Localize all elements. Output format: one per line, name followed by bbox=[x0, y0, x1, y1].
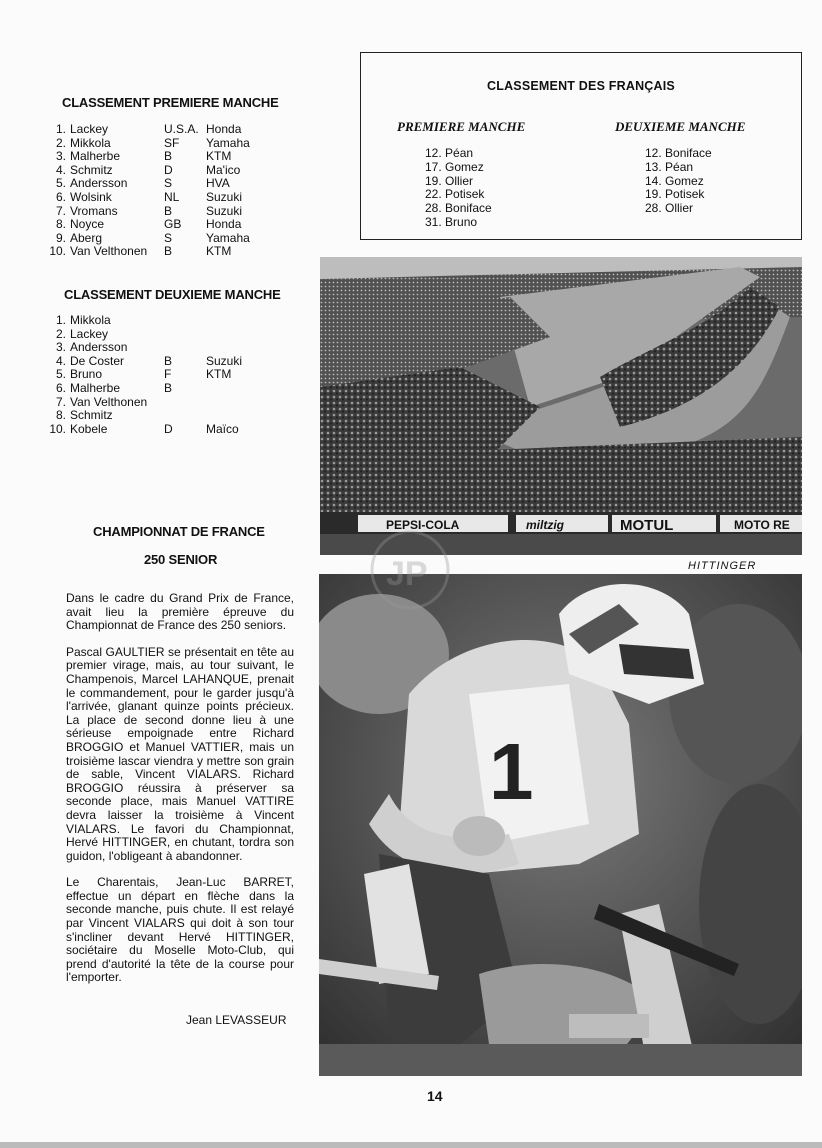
french-rider-entry: 28. Boniface bbox=[425, 201, 492, 216]
col2-heading: DEUXIEME MANCHE bbox=[615, 119, 746, 134]
banner-miltzig: miltzig bbox=[526, 518, 564, 532]
result-make: Ma'ico bbox=[206, 162, 241, 177]
stadium-crowd-photo bbox=[320, 257, 802, 555]
result-pos: 6. bbox=[55, 380, 66, 395]
result-row bbox=[46, 205, 250, 219]
second-race-results bbox=[46, 314, 242, 436]
result-country bbox=[164, 328, 206, 342]
french-rider-entry: 12. Boniface bbox=[645, 146, 712, 160]
page-bottom-edge bbox=[0, 1142, 822, 1148]
result-row bbox=[46, 396, 242, 410]
result-country: U.S.A. bbox=[164, 122, 199, 136]
svg-text:JP: JP bbox=[386, 555, 428, 593]
result-pos: 7. bbox=[55, 394, 66, 409]
result-country: NL bbox=[164, 189, 180, 204]
jp-watermark-logo bbox=[350, 525, 470, 615]
result-name: Mikkola bbox=[70, 135, 111, 150]
col2-list bbox=[645, 147, 712, 216]
result-country bbox=[164, 341, 206, 355]
result-pos: 8. bbox=[55, 217, 66, 232]
article-body bbox=[66, 592, 294, 998]
result-row bbox=[46, 191, 250, 205]
result-make: Suzuki bbox=[206, 353, 243, 368]
article-author: Jean LEVASSEUR bbox=[186, 1013, 287, 1027]
result-row bbox=[46, 423, 242, 437]
result-row bbox=[46, 150, 250, 164]
result-name: Andersson bbox=[70, 340, 128, 355]
french-rider-entry: 31. Bruno bbox=[425, 214, 478, 229]
result-pos: 2. bbox=[55, 135, 66, 150]
result-make: Suzuki bbox=[206, 203, 243, 218]
result-make: KTM bbox=[206, 149, 232, 164]
result-pos: 4. bbox=[55, 162, 66, 177]
result-name: Noyce bbox=[70, 217, 105, 232]
article-paragraph-3: Le Charentais, Jean-Luc BARRET, effectue un départ en flèche dans la seconde manche, puis chute. Il est relayé par Vincent VIALARS qui doit à son tour s'incliner devant Hervé HITTINGER, sociétaire du Moselle Moto-Club, qui prend d'autorité la tête de la course pour l'emporter. bbox=[66, 875, 294, 985]
result-pos: 5. bbox=[55, 367, 66, 382]
result-row bbox=[46, 328, 242, 342]
result-row bbox=[46, 137, 250, 151]
result-country: B bbox=[164, 203, 173, 218]
result-row bbox=[46, 164, 250, 178]
french-rider-entry: 14. Gomez bbox=[645, 173, 704, 188]
result-pos: 2. bbox=[55, 326, 66, 341]
result-pos: 3. bbox=[55, 149, 66, 164]
banner-motul: MOTUL bbox=[620, 517, 674, 534]
result-country: B bbox=[164, 244, 173, 259]
result-row bbox=[46, 232, 250, 246]
result-make: Honda bbox=[206, 122, 242, 136]
result-name: Aberg bbox=[70, 230, 103, 245]
french-rider-entry: 19. Potisek bbox=[645, 187, 705, 202]
result-name: Schmitz bbox=[70, 408, 113, 423]
result-row bbox=[46, 245, 250, 259]
col1-list bbox=[425, 147, 492, 230]
result-country bbox=[164, 314, 206, 328]
result-make: KTM bbox=[206, 244, 232, 259]
result-name: Van Velthonen bbox=[70, 244, 148, 259]
result-name: Mikkola bbox=[70, 313, 111, 327]
second-race-heading: CLASSEMENT DEUXIEME MANCHE bbox=[64, 287, 281, 302]
result-country: SF bbox=[164, 135, 180, 150]
article-paragraph-1: Dans le cadre du Grand Prix de France, avait lieu la première épreuve du Championnat de France des 250 seniors. bbox=[66, 591, 294, 633]
result-country bbox=[164, 396, 206, 410]
result-make: Yamaha bbox=[206, 135, 250, 150]
result-make: KTM bbox=[206, 367, 232, 382]
result-row bbox=[46, 341, 242, 355]
result-pos: 3. bbox=[55, 340, 66, 355]
result-row bbox=[46, 355, 242, 369]
banner-moto-re: MOTO RE bbox=[734, 518, 790, 532]
banner-pepsi: PEPSI-COLA bbox=[386, 518, 460, 532]
result-name: Lackey bbox=[70, 326, 109, 341]
result-country: S bbox=[164, 230, 173, 245]
result-name: Malherbe bbox=[70, 149, 121, 164]
result-row bbox=[46, 368, 242, 382]
result-country: S bbox=[164, 176, 173, 191]
box-title: CLASSEMENT DES FRANÇAIS bbox=[487, 79, 675, 93]
result-country: B bbox=[164, 353, 173, 368]
result-row bbox=[46, 123, 250, 137]
result-country: GB bbox=[164, 217, 182, 232]
result-name: De Coster bbox=[70, 353, 125, 368]
result-country: F bbox=[164, 367, 172, 382]
result-pos: 10. bbox=[49, 244, 66, 259]
result-pos: 7. bbox=[55, 203, 66, 218]
result-make: HVA bbox=[206, 176, 230, 191]
motocross-rider-photo bbox=[319, 574, 802, 1076]
result-make: Honda bbox=[206, 217, 242, 232]
french-rider-entry: 28. Ollier bbox=[645, 201, 694, 216]
result-pos: 1. bbox=[55, 313, 66, 327]
result-country: B bbox=[164, 149, 173, 164]
result-make: Yamaha bbox=[206, 230, 250, 245]
page-number: 14 bbox=[427, 1088, 443, 1104]
article-paragraph-2: Pascal GAULTIER se présentait en tête au premier virage, mais, au tour suivant, le Champenois, Marcel LAHANQUE, prenait le commandement, pour le garder jusqu'à l'arrivée, glanant quinze points précieux. La place de second donne lieu à une sérieuse empoignade entre Richard BROGGIO et Manuel VATTIER, mais un troisième lascar viendra y mettre son grain de sable, Vincent VIALARS. Richard BROGGIO réussira à préserver sa seconde place, mais Manuel VATTIRE devra laisser la troisième à Vincent VIALARS. Le favori du Championnat, Hervé HITTINGER, en chutant, tordra son guidon, l'obligeant à abandonner. bbox=[66, 644, 294, 863]
result-pos: 10. bbox=[49, 421, 66, 436]
article-heading-2: 250 SENIOR bbox=[144, 552, 218, 567]
col1-heading: PREMIERE MANCHE bbox=[397, 119, 526, 134]
result-make: Suzuki bbox=[206, 189, 243, 204]
result-row bbox=[46, 218, 250, 232]
first-race-heading: CLASSEMENT PREMIERE MANCHE bbox=[62, 95, 279, 110]
french-rider-entry: 19. Ollier bbox=[425, 173, 474, 188]
result-name: Andersson bbox=[70, 176, 128, 191]
result-country: D bbox=[164, 162, 173, 177]
first-race-results bbox=[46, 123, 250, 259]
result-pos: 4. bbox=[55, 353, 66, 368]
result-pos: 9. bbox=[55, 230, 66, 245]
french-classification-box bbox=[360, 52, 802, 240]
result-row bbox=[46, 314, 242, 328]
french-rider-entry: 13. Péan bbox=[645, 159, 694, 174]
result-name: Bruno bbox=[70, 367, 103, 382]
french-rider-entry: 17. Gomez bbox=[425, 159, 484, 174]
french-rider-entry: 12. Péan bbox=[425, 146, 474, 160]
result-make: Maïco bbox=[206, 421, 239, 436]
svg-text:1: 1 bbox=[489, 727, 534, 816]
result-pos: 8. bbox=[55, 408, 66, 423]
result-country: B bbox=[164, 380, 173, 395]
photo-credit: HITTINGER bbox=[688, 560, 757, 572]
result-name: Van Velthonen bbox=[70, 394, 148, 409]
result-pos: 5. bbox=[55, 176, 66, 191]
result-pos: 6. bbox=[55, 189, 66, 204]
result-row bbox=[46, 409, 242, 423]
result-name: Vromans bbox=[70, 203, 118, 218]
result-name: Kobele bbox=[70, 421, 108, 436]
result-name: Lackey bbox=[70, 122, 109, 136]
result-name: Schmitz bbox=[70, 162, 113, 177]
result-pos: 1. bbox=[55, 122, 66, 136]
article-heading-1: CHAMPIONNAT DE FRANCE bbox=[93, 524, 265, 539]
result-name: Malherbe bbox=[70, 380, 121, 395]
result-country: D bbox=[164, 421, 173, 436]
result-country bbox=[164, 409, 206, 423]
result-name: Wolsink bbox=[70, 189, 112, 204]
french-rider-entry: 22. Potisek bbox=[425, 187, 485, 202]
result-row bbox=[46, 177, 250, 191]
result-row bbox=[46, 382, 242, 396]
